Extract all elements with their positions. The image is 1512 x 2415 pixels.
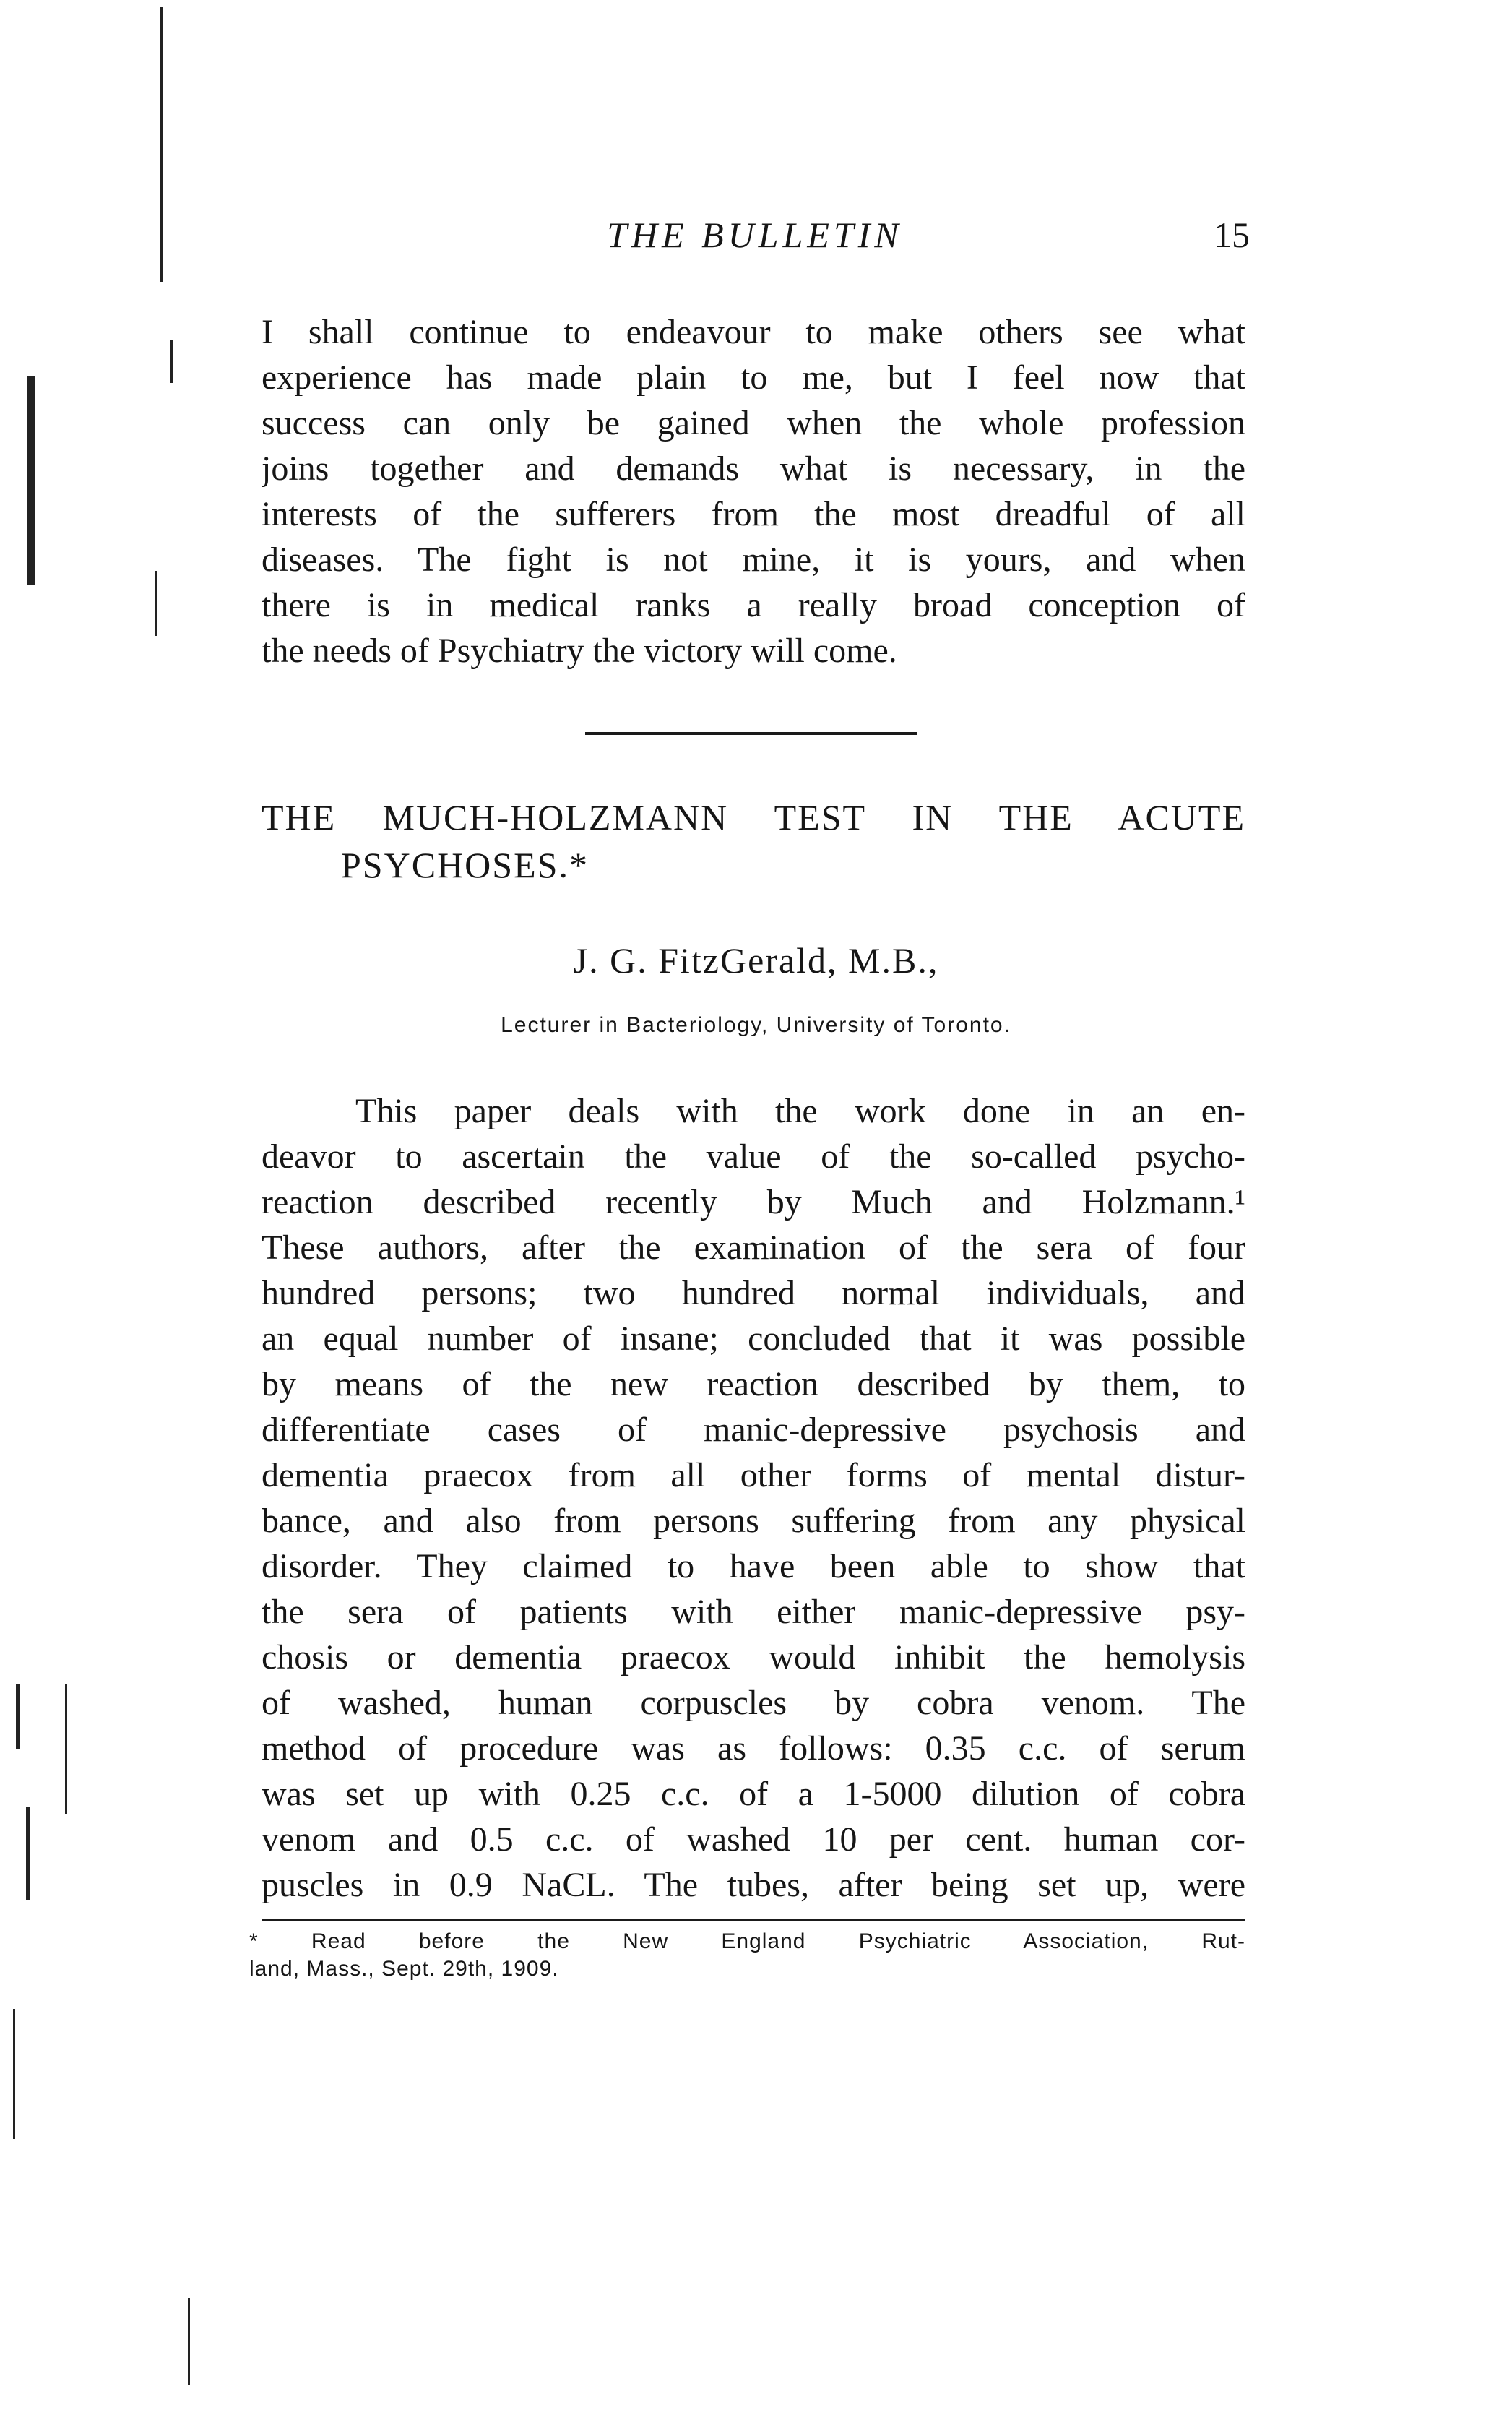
- scan-edge-mark: [188, 2298, 190, 2385]
- text-line: I shall continue to endeavour to make others see what: [262, 313, 1245, 351]
- footnote-rule: [262, 1919, 1245, 1921]
- running-header: [260, 214, 1250, 264]
- text-line: venom and 0.5 c.c. of washed 10 per cent. human cor-: [262, 1820, 1245, 1859]
- text-line: success can only be gained when the whole profession: [262, 404, 1245, 442]
- text-line: differentiate cases of manic-depressive psychosis and: [262, 1411, 1245, 1449]
- scan-edge-mark: [65, 1684, 67, 1814]
- footnote-line: land, Mass., Sept. 29th, 1909.: [249, 1957, 559, 1981]
- text-line: interests of the sufferers from the most dreadful of all: [262, 495, 1245, 533]
- author-affiliation: Lecturer in Bacteriology, University of Toronto.: [501, 1013, 1011, 1037]
- scan-edge-mark: [160, 7, 163, 282]
- text-line: reaction described recently by Much and Holzmann.¹: [262, 1183, 1245, 1221]
- text-line: chosis or dementia praecox would inhibit the hemolysis: [262, 1638, 1245, 1676]
- text-line: the sera of patients with either manic-depressive psy-: [262, 1593, 1245, 1631]
- article-title: [262, 793, 1245, 889]
- text-line: by means of the new reaction described by them, to: [262, 1365, 1245, 1403]
- author-name: J. G. FitzGerald, M.B.,: [573, 940, 939, 981]
- running-title: THE BULLETIN: [607, 215, 903, 255]
- text-line: These authors, after the examination of the sera of four: [262, 1228, 1245, 1267]
- text-line: dementia praecox from all other forms of mental distur-: [262, 1456, 1245, 1494]
- text-line: of washed, human corpuscles by cobra venom. The: [262, 1684, 1245, 1722]
- text-line: the needs of Psychiatry the victory will come.: [262, 632, 897, 670]
- body-paragraph: [262, 1088, 1245, 1908]
- text-line: was set up with 0.25 c.c. of a 1-5000 dilution of cobra: [262, 1775, 1245, 1813]
- text-line: joins together and demands what is necessary, in the: [262, 449, 1245, 488]
- article-title-line: PSYCHOSES.*: [341, 845, 589, 885]
- text-line: bance, and also from persons suffering from any physical: [262, 1502, 1245, 1540]
- text-line: deavor to ascertain the value of the so-called psycho-: [262, 1137, 1245, 1176]
- page-number: 15: [1214, 215, 1250, 255]
- text-line: there is in medical ranks a really broad conception of: [262, 586, 1245, 624]
- text-line: hundred persons; two hundred normal individuals, and: [262, 1274, 1245, 1312]
- text-line: This paper deals with the work done in an en-: [355, 1092, 1245, 1130]
- scan-edge-mark: [26, 1807, 30, 1900]
- text-line: experience has made plain to me, but I feel now that: [262, 358, 1245, 397]
- scan-edge-mark: [170, 340, 173, 383]
- text-line: disorder. They claimed to have been able to show that: [262, 1547, 1245, 1585]
- text-line: puscles in 0.9 NaCL. The tubes, after being set up, were: [262, 1866, 1245, 1904]
- article-title-line: THE MUCH-HOLZMANN TEST IN THE ACUTE: [262, 797, 1245, 838]
- section-divider: [585, 732, 917, 735]
- scan-edge-mark: [155, 571, 157, 636]
- footnote: [249, 1928, 1245, 1983]
- intro-paragraph: [262, 309, 1245, 673]
- footnote-line: * Read before the New England Psychiatric Association, Rut-: [249, 1929, 1245, 1953]
- scan-edge-mark: [13, 2009, 15, 2139]
- text-line: an equal number of insane; concluded that it was possible: [262, 1320, 1245, 1358]
- text-line: diseases. The fight is not mine, it is yours, and when: [262, 541, 1245, 579]
- scan-edge-mark: [27, 376, 35, 585]
- scan-edge-mark: [16, 1684, 20, 1749]
- text-line: method of procedure was as follows: 0.35 c.c. of serum: [262, 1729, 1245, 1768]
